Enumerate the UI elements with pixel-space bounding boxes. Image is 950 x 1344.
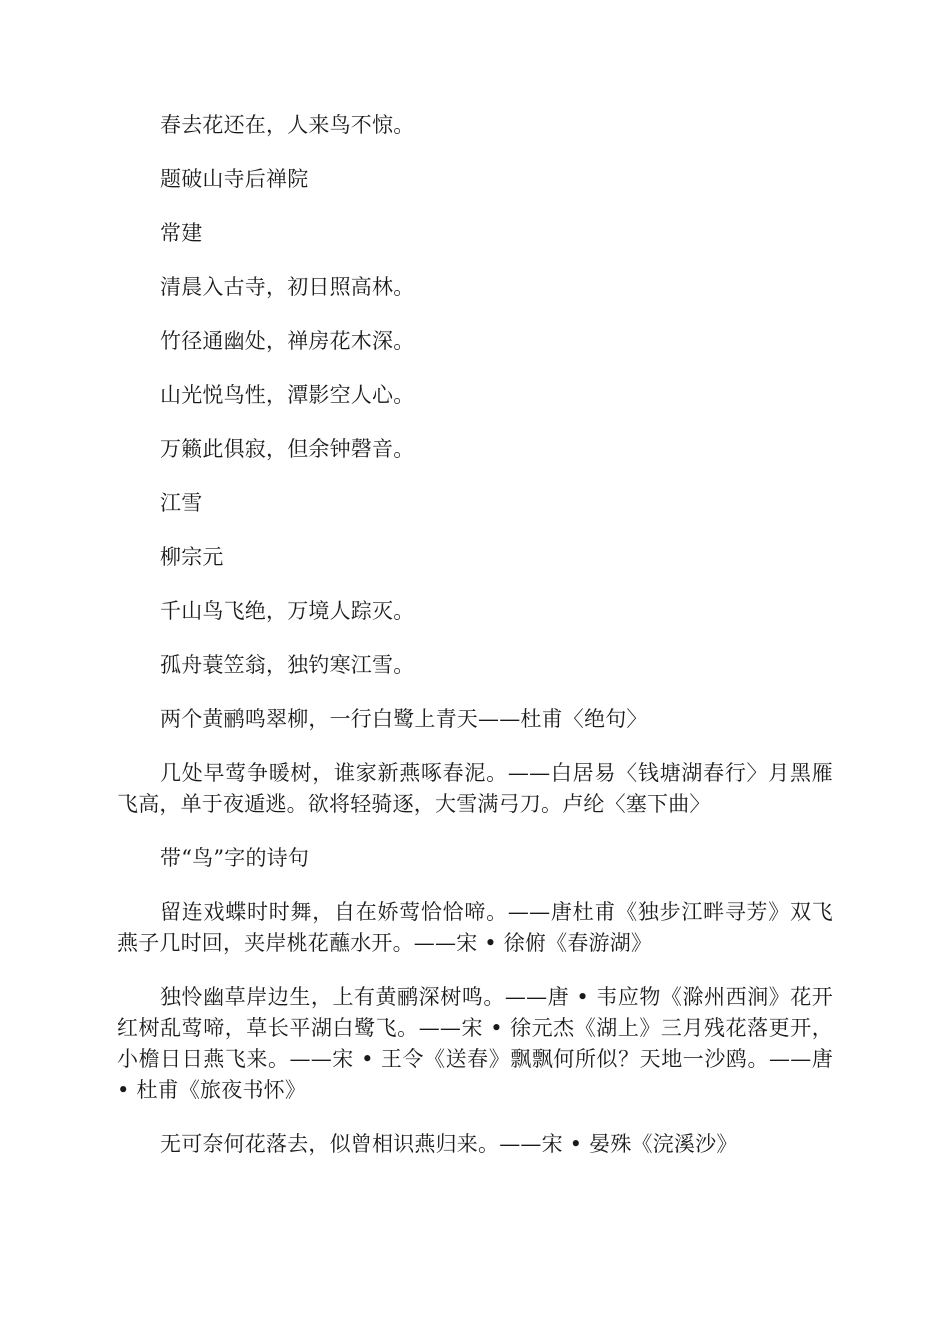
poem-line: 竹径通幽处，禅房花木深。 bbox=[160, 329, 415, 353]
poem-line: 千山鸟飞绝，万境人踪灭。 bbox=[160, 599, 415, 623]
poem-line: 春去花还在，人来鸟不惊。 bbox=[160, 113, 415, 137]
poem-line: 清晨入古寺，初日照高林。 bbox=[160, 275, 415, 299]
poem-line: 山光悦鸟性，潭影空人心。 bbox=[160, 383, 415, 407]
poem-line: 孤舟蓑笠翁，独钓寒江雪。 bbox=[160, 653, 415, 677]
document-body bbox=[117, 110, 833, 1183]
quote-paragraph: 无可奈何花落去，似曾相识燕归来。——宋 • 晏殊《浣溪沙》 bbox=[160, 1132, 738, 1156]
poem-author: 柳宗元 bbox=[160, 545, 224, 569]
poem-title: 江雪 bbox=[160, 491, 203, 515]
quote-paragraph: 留连戏蝶时时舞，自在娇莺恰恰啼。——唐杜甫《独步江畔寻芳》双飞燕子几时回，夹岸桃花蘸水开。——宋 • 徐俯《春游湖》 bbox=[117, 900, 833, 955]
quote-paragraph: 几处早莺争暖树，谁家新燕啄春泥。——白居易〈钱塘湖春行〉月黑雁飞高，单于夜遁逃。欲将轻骑逐，大雪满弓刀。卢纶〈塞下曲〉 bbox=[117, 761, 833, 816]
section-heading: 带“鸟”字的诗句 bbox=[160, 846, 310, 870]
poem-author: 常建 bbox=[160, 221, 203, 245]
quote-paragraph: 独怜幽草岸边生，上有黄鹂深树鸣。——唐 • 韦应物《滁州西涧》花开红树乱莺啼，草长平湖白鹭飞。——宋 • 徐元杰《湖上》三月残花落更开，小檐日日燕飞来。——宋 • 王令《送春》飘飘何所似？天地一沙鸥。——唐 • 杜甫《旅夜书怀》 bbox=[117, 985, 833, 1102]
poem-title: 题破山寺后禅院 bbox=[160, 167, 309, 191]
quote-paragraph: 两个黄鹂鸣翠柳，一行白鹭上青天——杜甫〈绝句〉 bbox=[160, 707, 648, 731]
poem-line: 万籁此俱寂，但余钟磬音。 bbox=[160, 437, 415, 461]
